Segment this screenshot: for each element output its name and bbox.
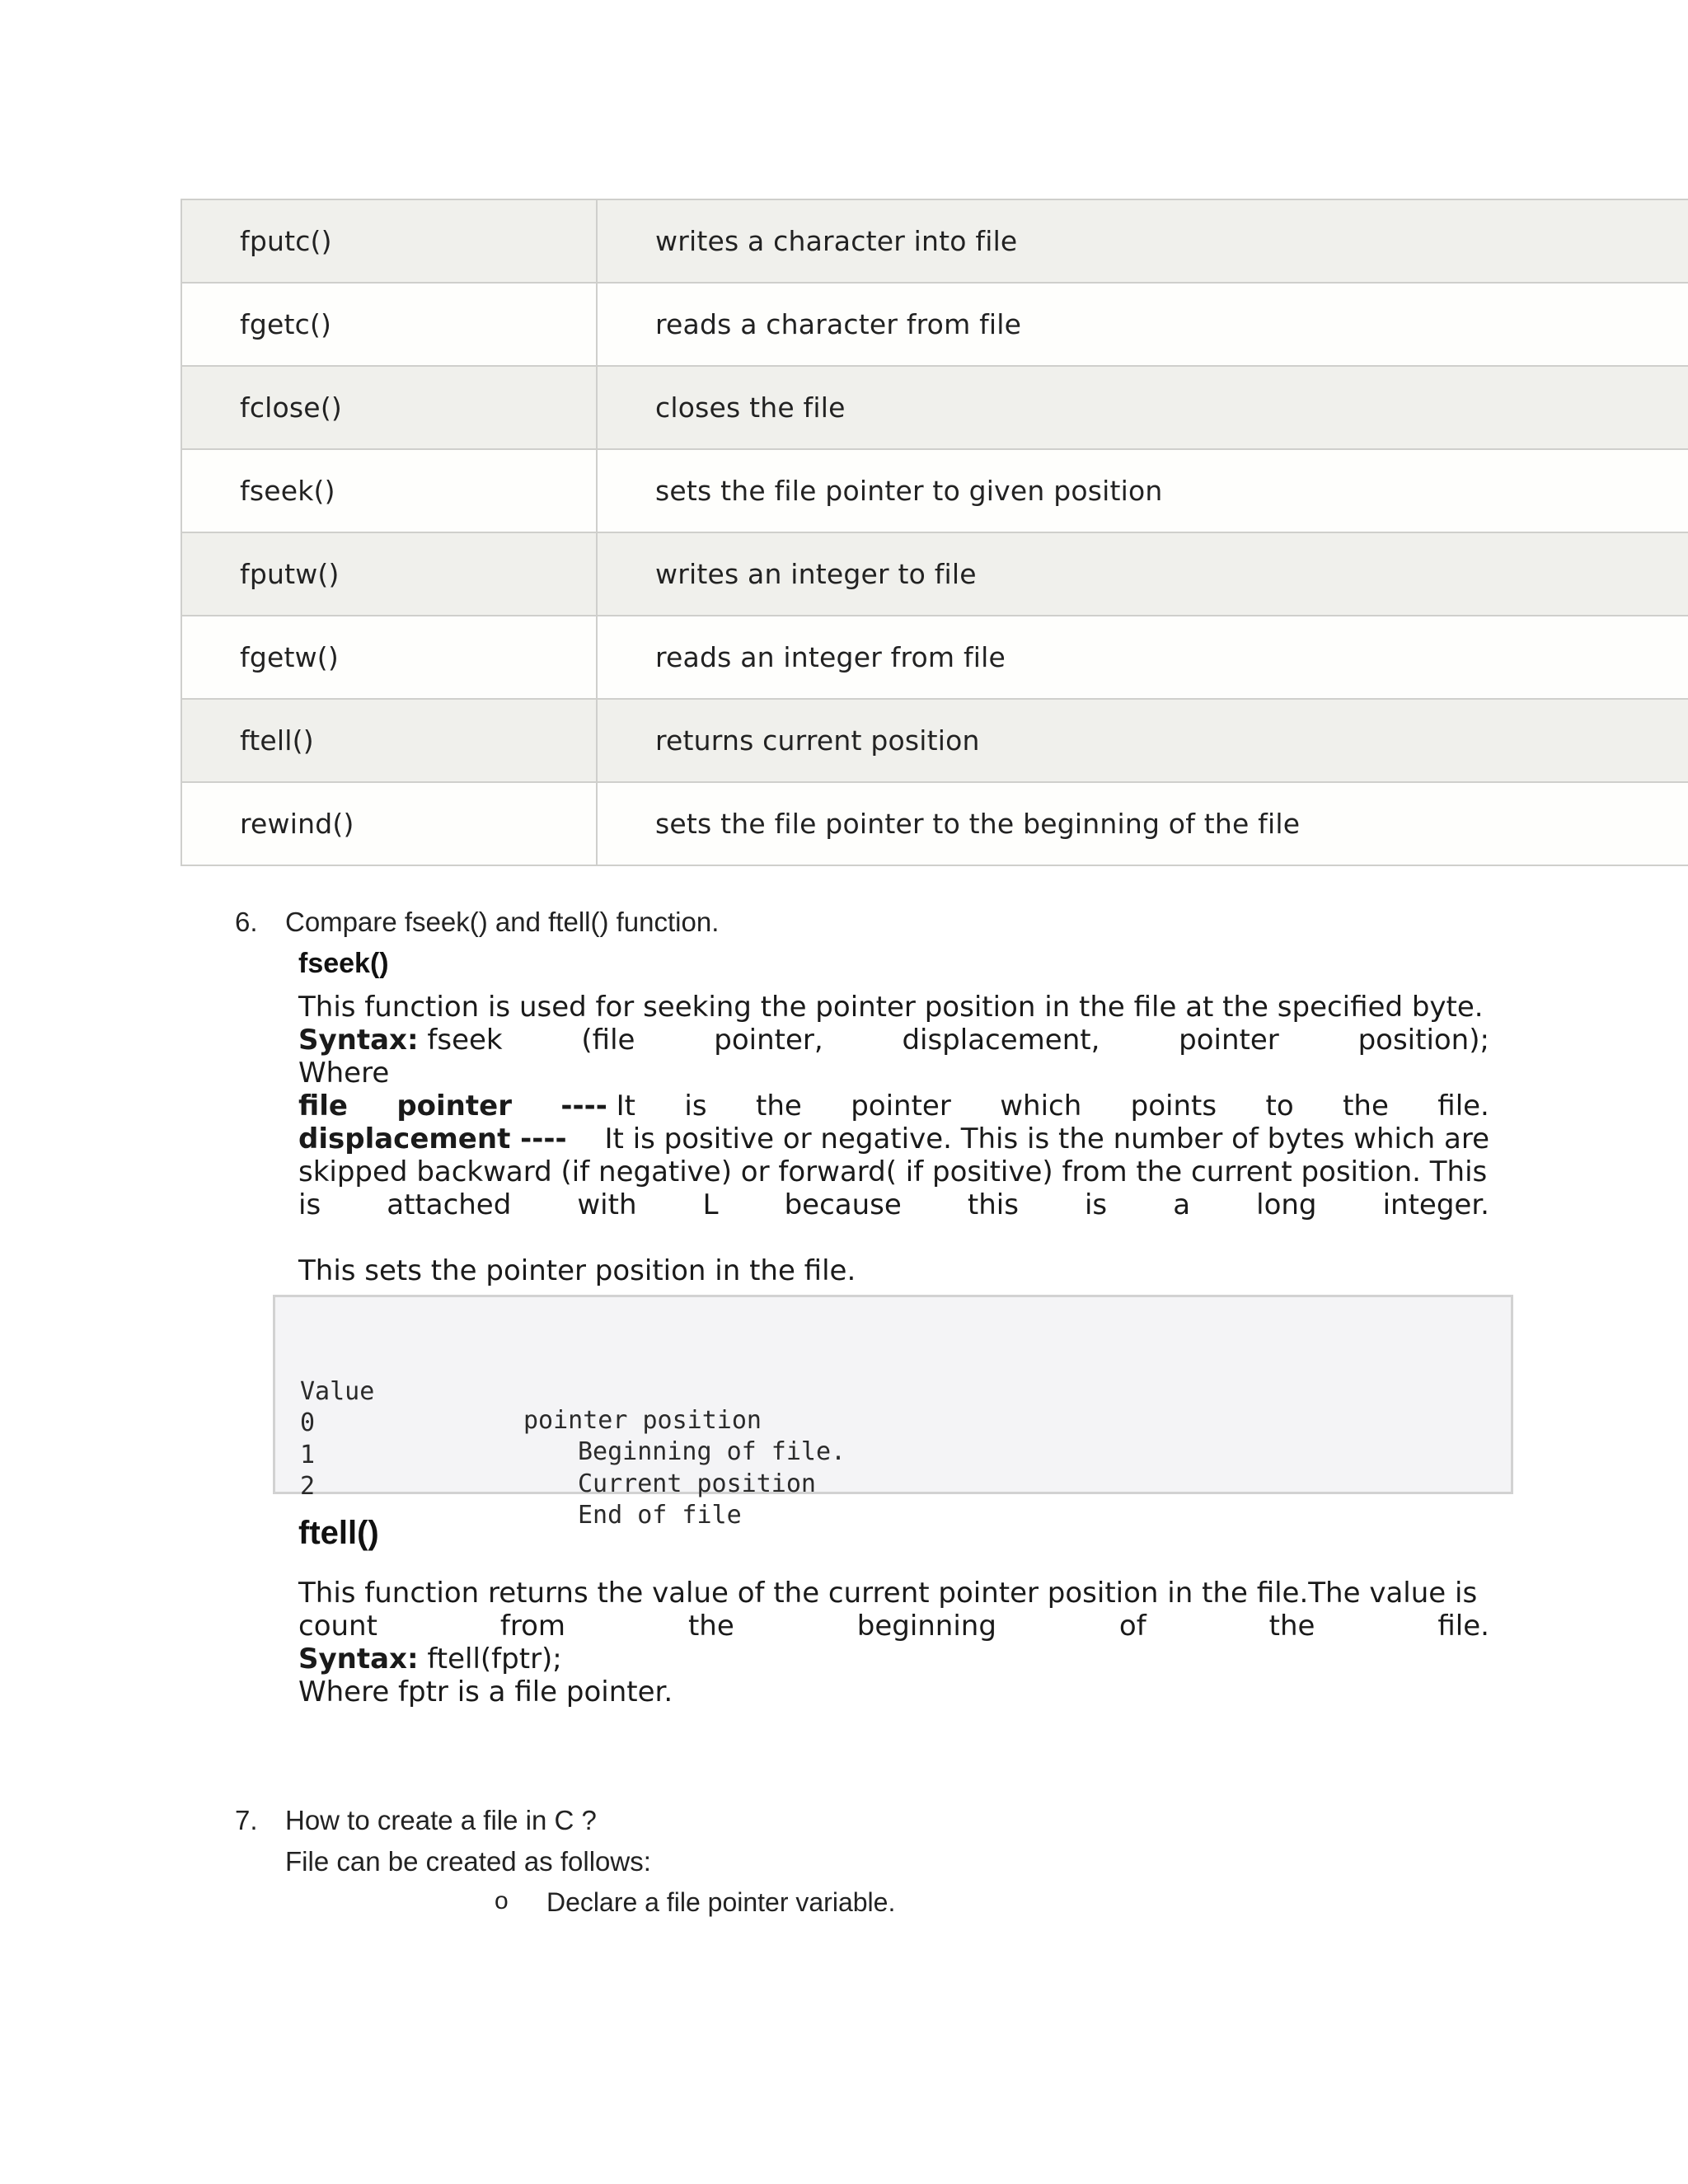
fp-word: It [616,1090,635,1122]
position-header: pointer position [523,1406,762,1435]
position-cell: End of file [578,1501,742,1530]
fseek-description [298,991,1489,1287]
file-pointer-label: file [298,1090,348,1122]
function-desc-cell: returns current position [597,699,1688,782]
function-name-cell: fputc() [181,199,597,283]
ftell-word: beginning [856,1610,996,1643]
function-name-cell: fgetc() [181,283,597,366]
function-desc-cell: sets the file pointer to the beginning of the file [597,782,1688,865]
table-row [181,366,1688,449]
fseek-syntax-line [298,1024,1489,1057]
function-name-cell: fseek() [181,449,597,532]
function-desc-cell: closes the file [597,366,1688,449]
bullet-text: Declare a file pointer variable. [546,1887,896,1917]
table-row [181,283,1688,366]
function-desc-cell: reads an integer from file [597,616,1688,699]
file-pointer-label: pointer [396,1090,512,1122]
table-row [181,616,1688,699]
fp-word: pointer [851,1090,951,1122]
disp-word: is [1084,1188,1108,1221]
ftell-word: from [499,1610,566,1643]
ftell-word: the [687,1610,734,1643]
disp-word: because [784,1188,902,1221]
disp-word: this [967,1188,1019,1221]
ftell-description [298,1577,1489,1708]
syntax-word: position); [1357,1024,1489,1057]
table-row [181,199,1688,283]
answer-text: File can be created as follows: [285,1846,651,1877]
disp-word: attached [387,1188,512,1221]
value-cell: 1 [300,1441,316,1469]
syntax-word: displacement, [902,1024,1100,1057]
disp-word: integer. [1382,1188,1489,1221]
displacement-text: It is positive or negative. This is the number of bytes which are [604,1122,1489,1155]
file-pointer-line [298,1090,1489,1122]
table-row [181,782,1688,865]
syntax-label: Syntax: [298,1643,419,1675]
disp-word: long [1256,1188,1317,1221]
ftell-word: file. [1437,1610,1489,1643]
disp-word: a [1173,1188,1191,1221]
syntax-word: pointer, [714,1024,823,1057]
displacement-line-2: skipped backward (if negative) or forward( if positive) from the current position. This [298,1155,1488,1188]
disp-word: with [577,1188,637,1221]
function-name-cell: ftell() [181,699,597,782]
disp-word: is [298,1188,321,1221]
syntax-word: pointer [1179,1024,1279,1057]
function-desc-cell: writes a character into file [597,199,1688,283]
displacement-label: displacement ---- [298,1122,567,1155]
syntax-word: (file [581,1024,635,1057]
function-name-cell: fputw() [181,532,597,616]
question-number: 7. [235,1805,258,1835]
question-number: 6. [235,907,258,937]
displacement-line-1 [298,1122,1489,1155]
value-cell: 0 [300,1408,316,1437]
ftell-heading: ftell() [298,1515,379,1551]
fp-word: to [1265,1090,1294,1122]
question-text: How to create a file in C ? [285,1805,597,1835]
where-label: Where [298,1057,390,1090]
ftell-line-1: This function returns the value of the current pointer position in the file.The value is [298,1577,1478,1610]
position-cell: Current position [578,1469,816,1498]
ftell-line-2 [298,1610,1489,1643]
fp-word: is [684,1090,707,1122]
ftell-syntax: ftell(fptr); [427,1643,562,1675]
syntax-word: fseek [427,1024,503,1057]
file-functions-table [181,199,1688,866]
function-name-cell: fgetw() [181,616,597,699]
position-cell: Beginning of file. [578,1437,846,1466]
ftell-syntax-line [298,1643,1489,1675]
value-header: Value [300,1377,375,1406]
function-name-cell: fclose() [181,366,597,449]
function-desc-cell: sets the file pointer to given position [597,449,1688,532]
fp-word: file. [1437,1090,1489,1122]
ftell-word: the [1268,1610,1315,1643]
fp-word: the [755,1090,802,1122]
value-cell: 2 [300,1472,316,1501]
fp-word: points [1130,1090,1217,1122]
table-row [181,449,1688,532]
function-desc-cell: reads a character from file [597,283,1688,366]
function-name-cell: rewind() [181,782,597,865]
file-pointer-dash: ---- [560,1090,607,1122]
ftell-word: count [298,1610,377,1643]
origin-values-box [273,1295,1513,1530]
question-text: Compare fseek() and ftell() function. [285,907,720,937]
table-row [181,532,1688,616]
ftell-word: of [1118,1610,1146,1643]
code-header-row [300,1348,762,1435]
displacement-line-3 [298,1188,1489,1221]
fp-word: which [1000,1090,1082,1122]
table-row [181,699,1688,782]
sets-pointer-text: This sets the pointer position in the file. [298,1254,856,1287]
bullet-circle-icon: o [495,1887,509,1915]
fseek-heading: fseek() [298,948,389,979]
disp-word: L [702,1188,719,1221]
ftell-where: Where fptr is a file pointer. [298,1675,673,1708]
fp-word: the [1343,1090,1389,1122]
syntax-label: Syntax: [298,1024,419,1057]
fseek-intro: This function is used for seeking the pointer position in the file at the specified byte. [298,991,1484,1024]
function-desc-cell: writes an integer to file [597,532,1688,616]
